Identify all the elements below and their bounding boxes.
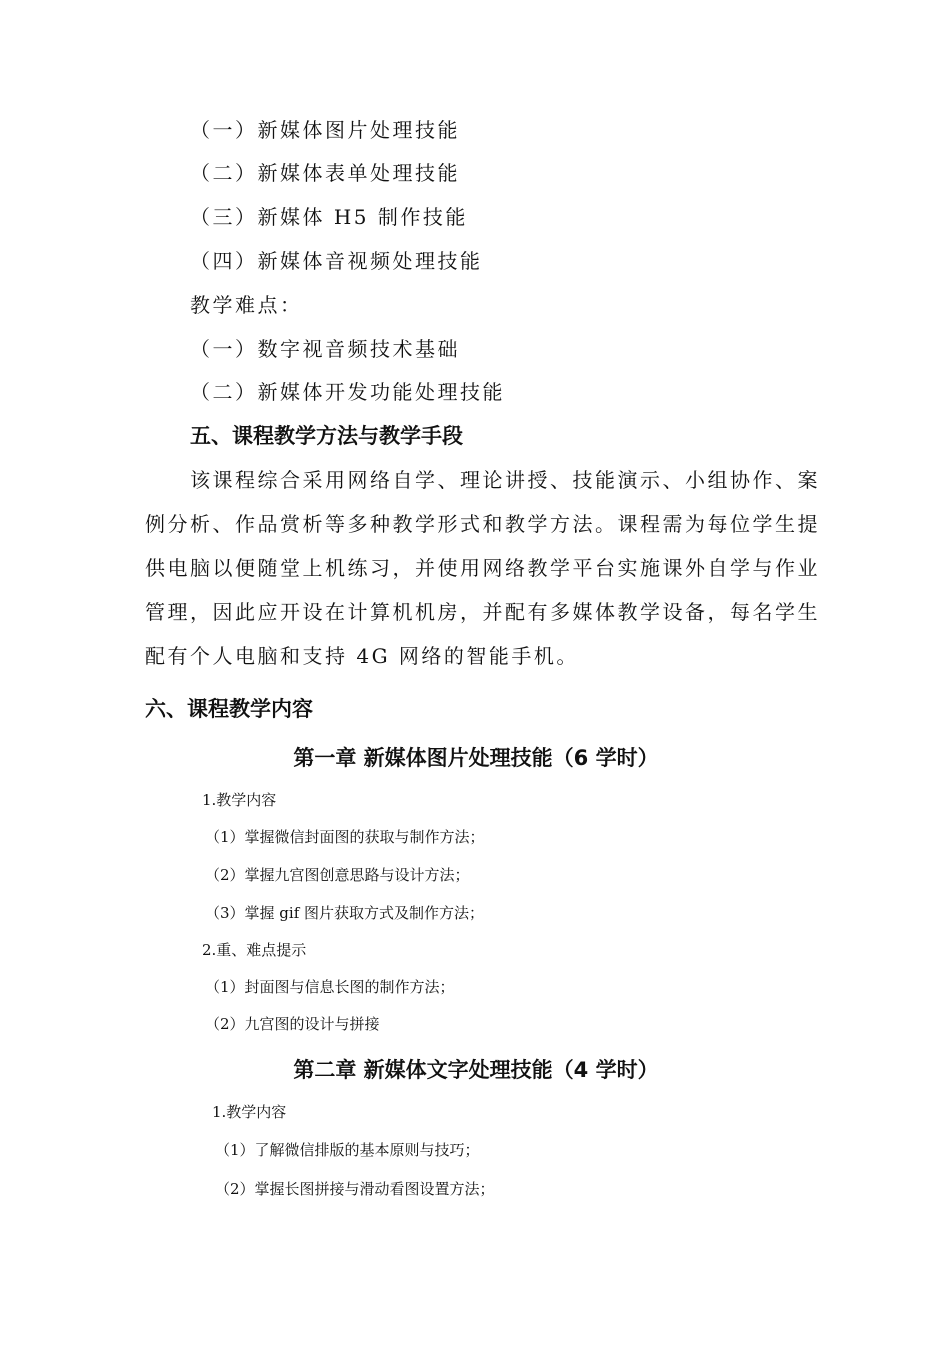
section5-paragraph-line: 该课程综合采用网络自学、理论讲授、技能演示、小组协作、案 — [190, 468, 820, 492]
skill-item-1: （一）新媒体图片处理技能 — [190, 118, 460, 142]
chapter1-content-label: 1.教学内容 — [202, 791, 277, 809]
difficulties-label: 教学难点： — [190, 293, 303, 317]
skill-item-4: （四）新媒体音视频处理技能 — [190, 249, 483, 273]
section5-paragraph-line: 例分析、作品赏析等多种教学形式和教学方法。课程需为每位学生提 — [145, 512, 820, 536]
chapter2-title: 第二章 新媒体文字处理技能（4 学时） — [293, 1058, 659, 1082]
chapter2-content-item: （1）了解微信排版的基本原则与技巧； — [215, 1141, 480, 1159]
chapter2-content-item: （2）掌握长图拼接与滑动看图设置方法； — [215, 1180, 495, 1198]
chapter1-content-item: （2）掌握九宫图创意思路与设计方法； — [205, 866, 470, 884]
skill-item-2: （二）新媒体表单处理技能 — [190, 161, 460, 185]
difficulty-item-1: （一）数字视音频技术基础 — [190, 337, 460, 361]
section5-paragraph-line: 配有个人电脑和支持 4G 网络的智能手机。 — [145, 644, 579, 668]
section5-heading: 五、课程教学方法与教学手段 — [190, 424, 463, 448]
chapter1-key-label: 2.重、难点提示 — [202, 941, 307, 959]
section6-heading: 六、课程教学内容 — [145, 697, 313, 721]
skill-item-3: （三）新媒体 H5 制作技能 — [190, 205, 468, 229]
section5-paragraph-line: 供电脑以便随堂上机练习，并使用网络教学平台实施课外自学与作业 — [145, 556, 820, 580]
chapter1-content-item: （3）掌握 gif 图片获取方式及制作方法； — [205, 904, 485, 922]
chapter2-content-label: 1.教学内容 — [212, 1103, 287, 1121]
chapter1-key-item: （1）封面图与信息长图的制作方法； — [205, 978, 455, 996]
chapter1-content-item: （1）掌握微信封面图的获取与制作方法； — [205, 828, 485, 846]
section5-paragraph-line: 管理，因此应开设在计算机机房，并配有多媒体教学设备，每名学生 — [145, 600, 820, 624]
difficulty-item-2: （二）新媒体开发功能处理技能 — [190, 380, 505, 404]
chapter1-key-item: （2）九宫图的设计与拼接 — [205, 1015, 380, 1033]
chapter1-title: 第一章 新媒体图片处理技能（6 学时） — [293, 746, 659, 770]
